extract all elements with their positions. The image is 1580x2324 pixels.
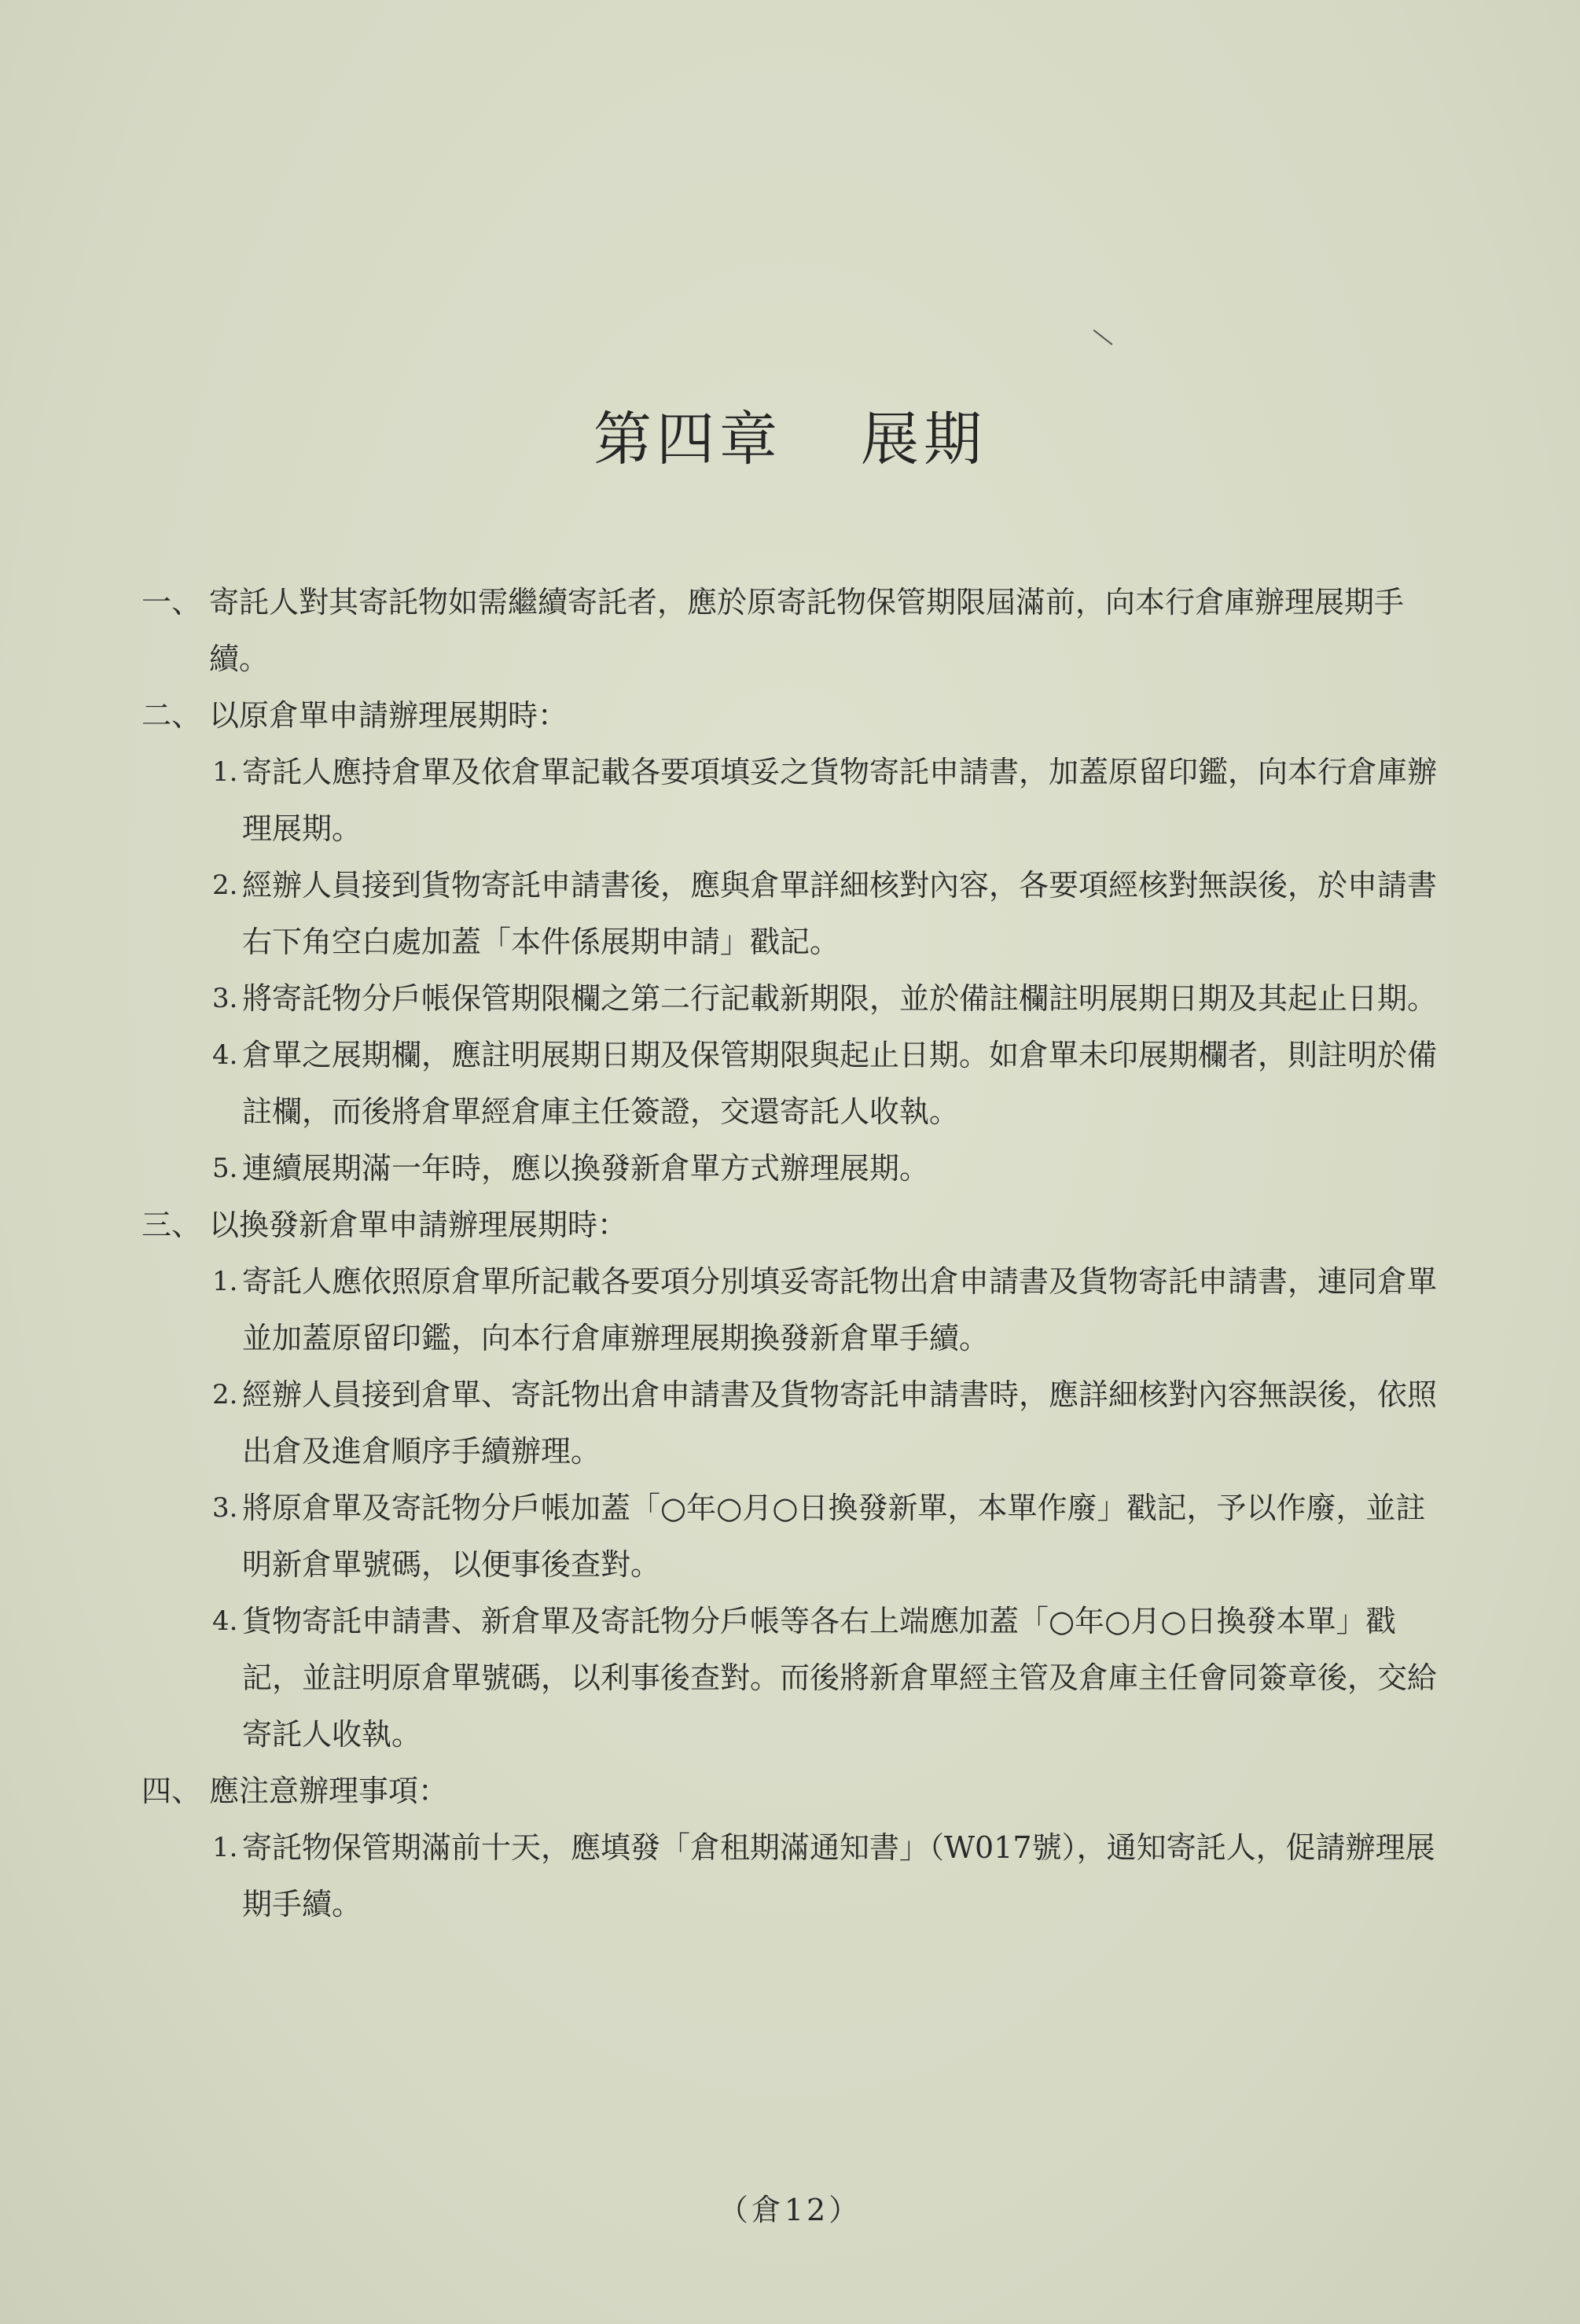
list-item [141,1140,1446,1197]
item-text: 貨物寄託申請書、新倉單及寄託物分戶帳等各右上端應加蓋「○年○月○日換發本單」戳記，並註明原倉單號碼，以利事後查對。而後將新倉單經主管及倉庫主任會同簽章後，交給寄託人收執。 [242,1604,1438,1752]
list-item [141,1593,1446,1763]
section-3 [141,1197,1446,1253]
list-item [141,1480,1446,1593]
chapter-name: 展期 [861,406,987,473]
item-text: 將寄託物分戶帳保管期限欄之第二行記載新期限，並於備註欄註明展期日期及其起止日期。 [242,981,1438,1016]
item-text: 連續展期滿一年時，應以換發新倉單方式辦理展期。 [242,1151,930,1186]
list-item [141,1366,1446,1480]
item-text: 倉單之展期欄，應註明展期日期及保管期限與起止日期。如倉單未印展期欄者，則註明於備註欄，而後將倉單經倉庫主任簽證，交還寄託人收執。 [242,1038,1438,1129]
item-number: 5. [212,1153,238,1184]
item-number: 2. [212,1379,238,1410]
list-item [141,970,1446,1027]
item-number: 1. [212,1266,238,1297]
chapter-number: 第四章 [593,406,782,473]
item-number: 3. [212,983,238,1014]
section-text: 寄託人對其寄託物如需繼續寄託者，應於原寄託物保管期限屆滿前，向本行倉庫辦理展期手續。 [209,585,1405,676]
item-number: 4. [212,1605,238,1637]
item-number: 3. [212,1492,238,1524]
section-marker: 四、 [141,1774,202,1808]
item-number: 1. [212,756,238,788]
item-text: 將原倉單及寄託物分戶帳加蓋「○年○月○日換發新單，本單作廢」戳記，予以作廢，並註明新倉單號碼，以便事後查對。 [242,1491,1426,1582]
item-number: 4. [212,1039,238,1071]
item-text: 寄託人應依照原倉單所記載各要項分別填妥寄託物出倉申請書及貨物寄託申請書，連同倉單並加蓋原留印鑑，向本行倉庫辦理展期換發新倉單手續。 [242,1264,1438,1355]
item-text: 寄託物保管期滿前十天，應填發「倉租期滿通知書」（W017號），通知寄託人，促請辦理展期手續。 [242,1830,1435,1921]
item-number: 1. [212,1832,238,1863]
list-item [141,1027,1446,1140]
page-number: （倉12） [718,2193,862,2227]
section-1 [141,574,1446,687]
list-item [141,1819,1446,1932]
item-text: 經辦人員接到貨物寄託申請書後，應與倉單詳細核對內容，各要項經核對無誤後，於申請書右下角空白處加蓋「本件係展期申請」戳記。 [242,868,1438,959]
section-text: 以原倉單申請辦理展期時： [209,698,568,733]
section-text: 以換發新倉單申請辦理展期時： [209,1208,628,1242]
section-marker: 二、 [141,698,202,733]
section-4 [141,1763,1446,1819]
list-item [141,744,1446,857]
item-number: 2. [212,870,238,901]
section-marker: 三、 [141,1208,202,1242]
section-2 [141,687,1446,744]
item-text: 寄託人應持倉單及依倉單記載各要項填妥之貨物寄託申請書，加蓋原留印鑑，向本行倉庫辦理展期。 [242,755,1438,846]
list-item [141,857,1446,970]
document-body [141,574,1446,1932]
chapter-title [0,393,1580,476]
section-marker: 一、 [141,585,202,620]
list-item [141,1253,1446,1366]
stray-mark [1093,329,1113,345]
item-text: 經辦人員接到倉單、寄託物出倉申請書及貨物寄託申請書時，應詳細核對內容無誤後，依照出倉及進倉順序手續辦理。 [242,1377,1438,1469]
section-text: 應注意辦理事項： [209,1774,449,1808]
